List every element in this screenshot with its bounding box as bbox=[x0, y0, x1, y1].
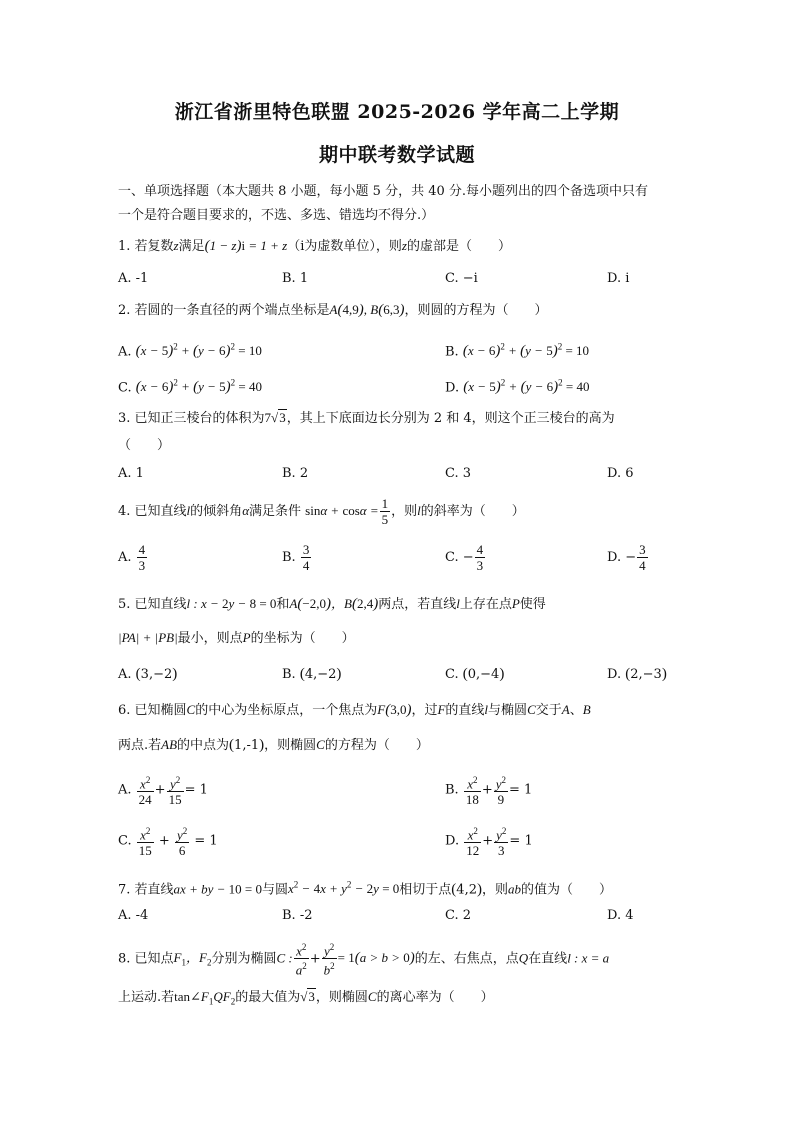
question-1-option-d[interactable]: D. i bbox=[607, 271, 630, 286]
question-5-option-b[interactable]: B. (4,−2) bbox=[282, 666, 342, 682]
exam-title-line1: 浙江省浙里特色联盟 2025-2026 学年高二上学期 bbox=[174, 101, 620, 123]
question-6-stem-line1: 6. 已知椭圆C的中心为坐标原点，一个焦点为F(3,0)，过F的直线l与椭圆C交于A、B bbox=[118, 702, 591, 718]
exam-title-line2: 期中联考数学试题 bbox=[318, 144, 475, 166]
question-3-option-d[interactable]: D. 6 bbox=[607, 466, 634, 481]
question-6-stem-line2: 两点.若AB的中点为(1,-1)，则椭圆C的方程为（ ） bbox=[118, 737, 429, 753]
question-7-option-c[interactable]: C. 2 bbox=[445, 908, 472, 923]
question-2-option-a[interactable]: A. $(x - 5)^2 + (y - 6)^2 = 10$ bbox=[118, 342, 262, 360]
question-3-stem-line2: （ ） bbox=[118, 438, 171, 453]
question-4-stem: 4. 已知直线l的倾斜角α满足条件 sinα + cosα = $\frac{1}{5}$ ，则l的斜率为（ ） bbox=[118, 496, 525, 527]
question-8-stem-line1: 8. 已知点$F_1$，$F_2$分别为椭圆C : $\frac{x^2}{a^2}$ + $\frac{y^2}{b^2}$ = 1(a > b > 0)的左、右焦点，点Q在直线l : x = a bbox=[118, 942, 610, 978]
question-8-stem-line2: 上运动.若$\tan\angle F_1QF_2$的最大值为√3，则椭圆C的离心率为（ ） bbox=[118, 989, 494, 1007]
question-1-option-a[interactable]: A. -1 bbox=[118, 271, 149, 286]
question-5-stem-line1: 5. 已知直线l : x − 2y − 8 = 0和A(−2,0)，B(2,4)两点，若直线l上存在点P使得 bbox=[118, 596, 546, 612]
question-2-option-d[interactable]: D. $(x - 5)^2 + (y - 6)^2 = 40$ bbox=[445, 378, 590, 396]
question-2-option-b[interactable]: B. $(x - 6)^2 + (y - 5)^2 = 10$ bbox=[445, 342, 590, 360]
question-1-option-b[interactable]: B. 1 bbox=[282, 271, 309, 286]
question-5-option-a[interactable]: A. (3,−2) bbox=[118, 666, 178, 682]
question-6-option-c[interactable]: C. $\frac{x^2}{15}$ + $\frac{y^2}{6}$ = 1 bbox=[118, 826, 218, 859]
question-1-option-c[interactable]: C. −i bbox=[445, 271, 478, 286]
question-2-option-c[interactable]: C. $(x - 6)^2 + (y - 5)^2 = 40$ bbox=[118, 378, 262, 396]
question-6-option-b[interactable]: B. $\frac{x^2}{18}$ + $\frac{y^2}{9}$ = 1 bbox=[445, 775, 533, 808]
question-4-option-c[interactable]: C. − $\frac{4}{3}$ bbox=[445, 542, 484, 573]
question-1-stem: 1. 若复数z满足(1 − z)i = 1 + z（i为虚数单位），则z的虚部是（ ） bbox=[118, 238, 511, 254]
question-7-option-b[interactable]: B. -2 bbox=[282, 908, 313, 923]
question-3-option-a[interactable]: A. 1 bbox=[118, 466, 144, 481]
question-3-option-c[interactable]: C. 3 bbox=[445, 466, 472, 481]
question-4-option-b[interactable]: B. $\frac{3}{4}$ bbox=[282, 542, 310, 573]
question-3-option-b[interactable]: B. 2 bbox=[282, 466, 309, 481]
question-7-option-d[interactable]: D. 4 bbox=[607, 908, 634, 923]
question-4-option-a[interactable]: A. $\frac{4}{3}$ bbox=[118, 542, 146, 573]
question-6-option-d[interactable]: D. $\frac{x^2}{12}$ + $\frac{y^2}{3}$ = 1 bbox=[445, 826, 533, 859]
question-5-stem-line2: |PA| + |PB|最小，则点P的坐标为（ ） bbox=[118, 630, 355, 646]
question-5-option-d[interactable]: D. (2,−3) bbox=[607, 666, 667, 682]
section-header-line2: 一个是符合题目要求的，不选、多选、错选均不得分.） bbox=[118, 208, 435, 223]
question-5-option-c[interactable]: C. (0,−4) bbox=[445, 666, 505, 682]
question-3-stem-line1: 3. 已知正三棱台的体积为7√3，其上下底面边长分别为 2 和 4，则这个正三棱台的高为 bbox=[118, 410, 615, 426]
question-2-stem: 2. 若圆的一条直径的两个端点坐标是A(4,9), B(6,3)，则圆的方程为（ ） bbox=[118, 302, 548, 318]
question-4-option-d[interactable]: D. − $\frac{3}{4}$ bbox=[607, 542, 646, 573]
question-7-stem: 7. 若直线ax + by − 10 = 0与圆$x^2 - 4x + y^2 - 2y = 0$相切于点(4,2)，则ab的值为（ ） bbox=[118, 880, 613, 898]
question-7-option-a[interactable]: A. -4 bbox=[118, 908, 149, 923]
section-header-line1: 一、单项选择题（本大题共 8 小题，每小题 5 分，共 40 分.每小题列出的四个备选项中只有 bbox=[118, 184, 649, 199]
question-6-option-a[interactable]: A. $\frac{x^2}{24}$ + $\frac{y^2}{15}$ = 1 bbox=[118, 775, 208, 808]
